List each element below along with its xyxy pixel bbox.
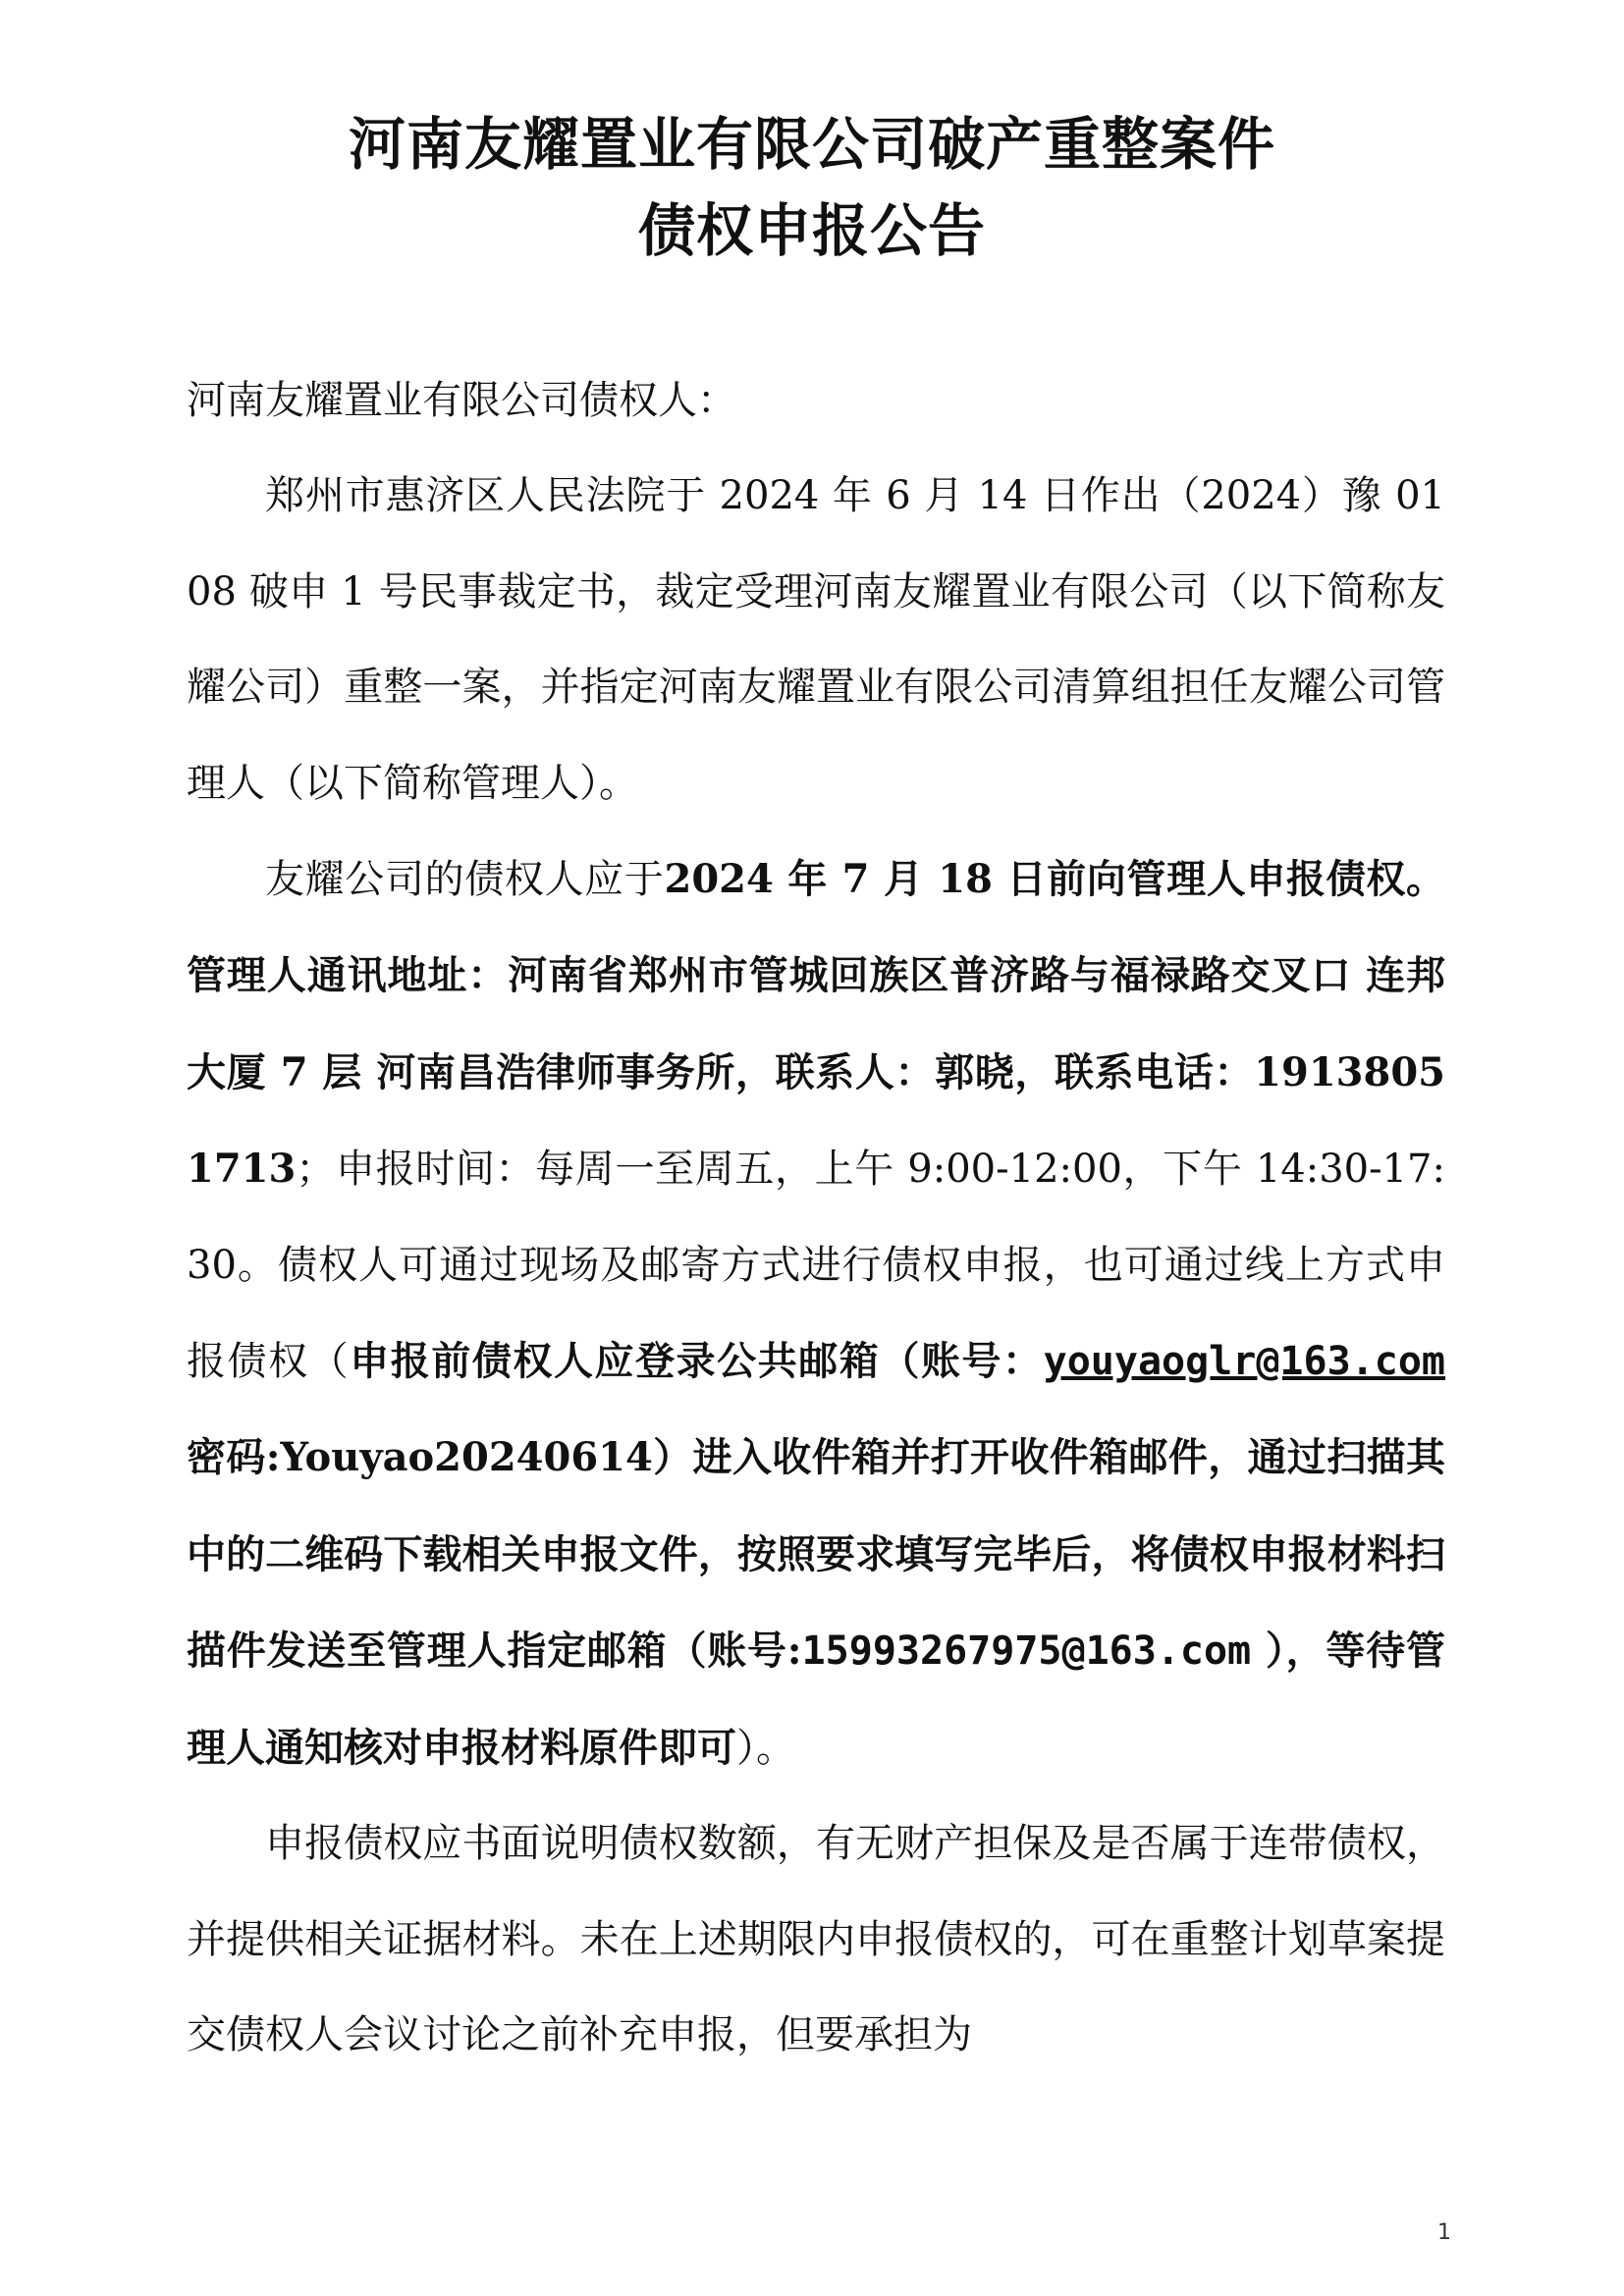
paragraph-claim-requirements: 申报债权应书面说明债权数额，有无财产担保及是否属于连带债权，并提供相关证据材料。未在上述期限内申报债权的，可在重整计划草案提交债权人会议讨论之前补充申报，但要承担为: [187, 1821, 1445, 2057]
document-title-line-2: 债权申报公告: [637, 197, 986, 264]
salutation: 河南友耀置业有限公司债权人：: [187, 378, 736, 423]
document-title-line-1: 河南友耀置业有限公司破产重整案件: [348, 111, 1275, 178]
claim-filing-hours: ；申报时间：每周一至周五，上午 9:00-12:00，下午 14:30-17:30。债权人可通过现场及邮寄方式进行债权申报，也可通过线上方式申报债权（: [187, 1147, 1445, 1385]
document-body: [187, 353, 1445, 2083]
online-filing-instructions: 密码:Youyao20240614）进入收件箱并打开收件箱邮件，通过扫描其中的二维码下载相关申报文件，按照要求填写完毕后，将债权申报材料扫描件发送至管理人指定邮箱（账号:: [187, 1434, 1445, 1675]
manager-mailbox-email: 15993267975@163.com: [801, 1629, 1252, 1675]
claim-filing-end: ）。: [736, 1725, 795, 1771]
page-number: 1: [1437, 2220, 1451, 2245]
public-mailbox-email: youyaoglr@163.com: [1043, 1339, 1446, 1385]
claim-filing-intro: 友耀公司的债权人应于: [265, 857, 665, 903]
online-filing-closing: ），等待管理人通知核对申报材料原件即可: [187, 1628, 1445, 1771]
claim-deadline-and-contact: 2024 年 7 月 18 日前向管理人申报债权。管理人通讯地址：河南省郑州市管城回族区普济路与福禄路交叉口 连邦大厦 7 层 河南昌浩律师事务所，联系人：郭晓，联系电话：19138051713: [187, 856, 1446, 1193]
online-filing-login-text: 申报前债权人应登录公共邮箱（账号：: [350, 1338, 1044, 1385]
paragraph-claim-filing: [187, 831, 1445, 1796]
paragraph-court-ruling: 郑州市惠济区人民法院于 2024 年 6 月 14 日作出（2024）豫 0108 破申 1 号民事裁定书，裁定受理河南友耀置业有限公司（以下简称友耀公司）重整一案，并指定河南友耀置业有限公司清算组担任友耀公司管理人（以下简称管理人）。: [187, 473, 1445, 806]
